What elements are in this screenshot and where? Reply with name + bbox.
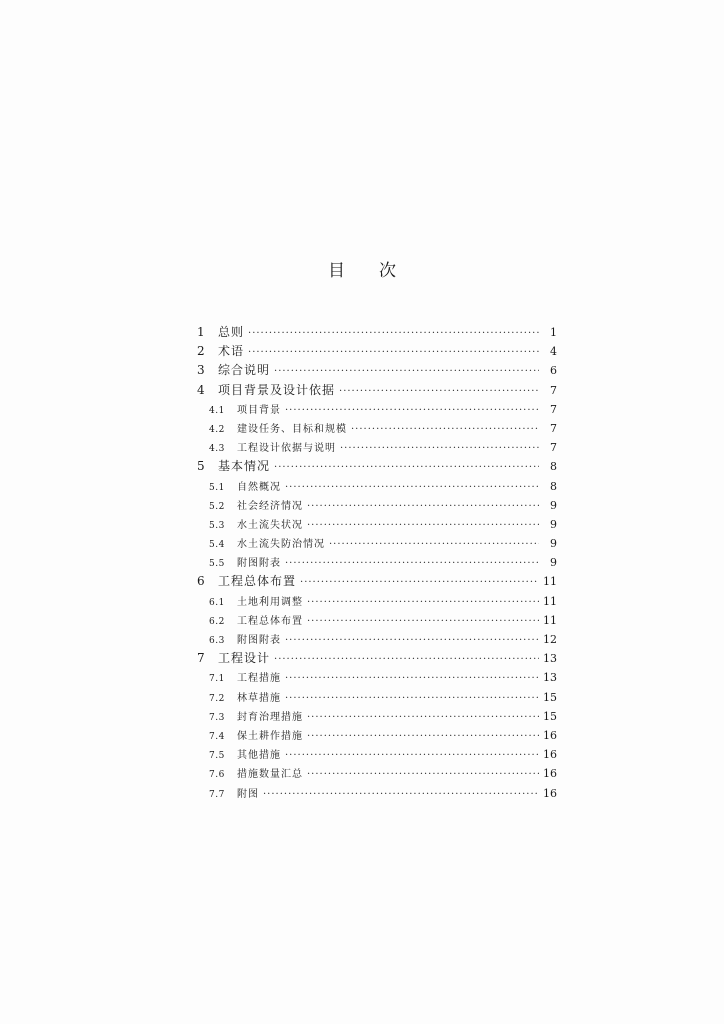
toc-title-part1: 目 [328,261,345,281]
toc-entry-label: 项目背景 [237,404,281,416]
toc-entry-number: 5 [197,459,205,474]
toc-entry-label: 工程设计 [218,651,271,666]
toc-entry-page-number: 9 [550,517,557,531]
toc-title [0,256,724,281]
toc-entry-page-number: 16 [543,728,557,742]
toc-entry-label: 其他措施 [237,750,281,762]
toc-entry-number: 7.4 [209,731,225,742]
toc-entry-label: 保土耕作措施 [237,730,303,742]
toc-chapter-entry[interactable] [195,457,557,476]
toc-dot-leader [351,420,539,439]
toc-entry-number: 4.1 [209,405,225,416]
toc-chapter-entry[interactable] [195,572,557,591]
toc-entry-label: 基本情况 [218,459,271,474]
toc-dot-leader [307,727,539,746]
toc-entry-number: 7.1 [209,674,225,685]
toc-entry-page-number: 6 [550,364,557,378]
toc-entry-label: 项目背景及设计依据 [218,382,336,397]
toc-dot-leader [307,708,539,727]
toc-dot-leader [274,458,539,477]
toc-entry-page-number: 9 [550,498,557,512]
toc-section-entry[interactable] [195,611,557,630]
toc-entry-page-number: 7 [550,383,557,397]
toc-entry-number: 5.5 [209,559,225,570]
toc-entry-number: 7.2 [209,693,225,704]
toc-entry-number: 5.1 [209,482,225,493]
toc-dot-leader [248,324,539,343]
toc-dot-leader [307,612,539,631]
toc-dot-leader [300,573,539,592]
toc-entry-label: 工程总体布置 [237,615,303,627]
toc-entry-label: 封育治理措施 [237,711,303,723]
toc-section-entry[interactable] [195,707,557,726]
toc-entry-number: 5.2 [209,501,225,512]
toc-entry-label: 术语 [218,344,245,359]
toc-entry-page-number: 1 [550,326,557,339]
toc-dot-leader [274,362,539,381]
toc-entry-label: 社会经济情况 [237,500,303,512]
toc-dot-leader [263,785,539,804]
toc-entry-number: 5.3 [209,520,225,531]
toc-chapter-entry[interactable] [195,649,557,668]
toc-entry-label: 土地利用调整 [237,596,303,608]
toc-section-entry[interactable] [195,764,557,783]
toc-entry-page-number: 15 [543,690,557,704]
toc-chapter-entry[interactable] [195,361,557,380]
toc-title-part2: 次 [379,261,396,281]
toc-entry-number: 7.7 [209,789,225,800]
toc-entry-page-number: 8 [550,479,557,493]
toc-entry-label: 工程总体布置 [218,574,297,589]
toc-section-entry[interactable] [195,553,557,572]
toc-dot-leader [339,382,539,401]
toc-dot-leader [285,669,539,688]
toc-entry-page-number: 9 [550,556,557,570]
toc-section-entry[interactable] [195,668,557,687]
toc-section-entry[interactable] [195,400,557,419]
toc-entry-number: 4.2 [209,424,225,435]
toc-section-entry[interactable] [195,438,557,457]
toc-entry-page-number: 9 [550,537,557,551]
toc-dot-leader [248,343,539,362]
toc-entry-number: 4 [197,382,205,397]
toc-entry-number: 6.3 [209,636,225,646]
toc-section-entry[interactable] [195,515,557,534]
toc-entry-page-number: 8 [550,460,557,474]
toc-entry-number: 7 [197,651,205,666]
toc-entry-page-number: 15 [543,709,557,723]
toc-entry-label: 附图附表 [237,635,281,646]
toc-chapter-entry[interactable] [195,342,557,361]
toc-entry-label: 综合说明 [218,363,271,378]
toc-dot-leader [285,401,539,420]
toc-entry-label: 建设任务、目标和规模 [237,423,347,435]
toc-entry-label: 水土流失防治情况 [237,539,325,551]
toc-entry-number: 3 [197,363,205,378]
toc-dot-leader [307,593,539,612]
toc-entry-number: 7.5 [209,751,225,762]
toc-dot-leader [285,631,539,650]
toc-entry-number: 4.3 [209,444,225,455]
toc-chapter-entry[interactable] [195,323,557,342]
toc-entry-number: 7.3 [209,712,225,723]
toc-entry-number: 6.1 [209,597,225,608]
toc-dot-leader [307,497,539,516]
toc-section-entry[interactable] [195,534,557,553]
toc-entry-label: 附图附表 [237,558,281,570]
toc-entry-label: 措施数量汇总 [237,769,303,781]
toc-entry-page-number: 11 [543,594,557,608]
toc-section-entry[interactable] [195,496,557,515]
toc-entry-page-number: 11 [543,575,557,589]
toc-section-entry[interactable] [195,688,557,707]
toc-entry-label: 总则 [218,325,245,339]
toc-entry-page-number: 11 [543,613,557,627]
toc-entry-page-number: 7 [550,421,557,435]
toc-dot-leader [307,765,539,784]
toc-entry-number: 6.2 [209,616,225,627]
toc-entry-label: 水土流失状况 [237,519,303,531]
toc-dot-leader [285,554,539,573]
toc-section-entry[interactable] [195,630,557,649]
toc-section-entry[interactable] [195,592,557,611]
table-of-contents [195,323,557,803]
toc-entry-page-number: 16 [543,786,557,800]
toc-entry-page-number: 12 [543,633,557,646]
toc-entry-label: 附图 [237,788,259,800]
toc-entry-page-number: 7 [550,441,557,455]
toc-section-entry[interactable] [195,419,557,438]
toc-section-entry[interactable] [195,784,557,803]
toc-section-entry[interactable] [195,726,557,745]
toc-entry-label: 自然概况 [237,481,281,493]
toc-dot-leader [285,689,539,708]
toc-dot-leader [340,439,539,458]
toc-dot-leader [307,516,539,535]
toc-dot-leader [274,650,539,669]
toc-entry-label: 工程措施 [237,673,281,685]
toc-entry-label: 林草措施 [237,692,281,704]
toc-entry-page-number: 7 [550,402,557,416]
toc-entry-label: 工程设计依据与说明 [237,443,336,455]
toc-entry-number: 6 [197,574,205,589]
toc-entry-page-number: 13 [543,652,557,666]
toc-section-entry[interactable] [195,477,557,496]
toc-entry-number: 1 [197,325,205,339]
toc-entry-page-number: 13 [543,671,557,685]
toc-entry-number: 2 [197,344,205,359]
toc-section-entry[interactable] [195,745,557,764]
toc-entry-number: 7.6 [209,770,225,781]
toc-entry-page-number: 16 [543,767,557,781]
toc-dot-leader [285,746,539,765]
toc-dot-leader [285,478,539,497]
toc-entry-page-number: 16 [543,748,557,762]
toc-dot-leader [329,535,539,554]
toc-entry-number: 5.4 [209,540,225,551]
toc-entry-page-number: 4 [550,345,557,359]
toc-chapter-entry[interactable] [195,381,557,400]
